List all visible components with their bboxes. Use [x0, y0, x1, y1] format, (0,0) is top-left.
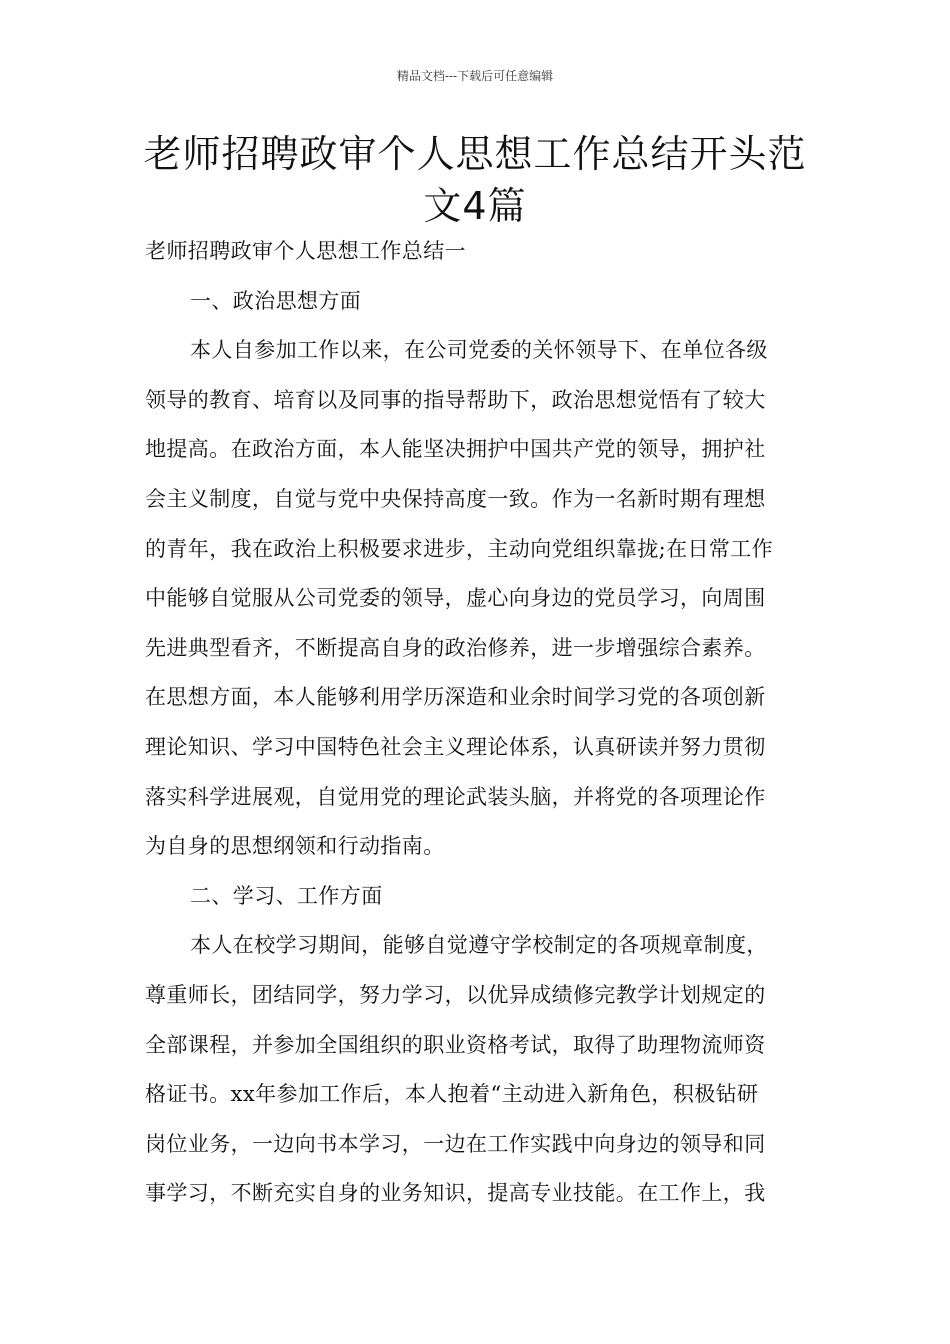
- paragraph-line: 落实科学进展观，自觉用党的理论武装头脑，并将党的各项理论作: [145, 784, 766, 809]
- paragraph-line: 岗位业务，一边向书本学习，一边在工作实践中向身边的领导和同: [145, 1131, 766, 1156]
- paragraph-line: 领导的教育、培育以及同事的指导帮助下，政治思想觉悟有了较大: [145, 387, 766, 412]
- paragraph-line: 格证书。xx年参加工作后，本人抱着“主动进入新角色，积极钻研: [145, 1082, 759, 1107]
- paragraph-line: 本人在校学习期间，能够自觉遵守学校制定的各项规章制度，: [190, 933, 768, 958]
- paragraph-line: 地提高。在政治方面，本人能坚决拥护中国共产党的领导，拥护社: [145, 437, 766, 462]
- paragraph-line: 事学习，不断充实自身的业务知识，提高专业技能。在工作上，我: [145, 1181, 766, 1206]
- section-heading-study-work: 二、学习、工作方面: [190, 883, 383, 908]
- paragraph-line: 在思想方面，本人能够利用学历深造和业余时间学习党的各项创新: [145, 685, 766, 710]
- section-heading-politics: 一、政治思想方面: [190, 288, 362, 313]
- paragraph-line: 理论知识、学习中国特色社会主义理论体系，认真研读并努力贯彻: [145, 734, 766, 759]
- paragraph-line: 会主义制度，自觉与党中央保持高度一致。作为一名新时期有理想: [145, 486, 766, 511]
- paragraph-line: 先进典型看齐，不断提高自身的政治修养，进一步增强综合素养。: [145, 635, 766, 660]
- paragraph-line: 本人自参加工作以来，在公司党委的关怀领导下、在单位各级: [190, 338, 768, 363]
- paragraph-line: 中能够自觉服从公司党委的领导，虚心向身边的党员学习，向周围: [145, 586, 766, 611]
- document-body: [145, 227, 813, 1219]
- paragraph-line: 尊重师长，团结同学，努力学习，以优异成绩修完教学计划规定的: [145, 982, 766, 1007]
- page-header-note: 精品文档---下载后可任意编辑: [396, 69, 554, 83]
- document-subtitle: 老师招聘政审个人思想工作总结一: [145, 239, 466, 263]
- paragraph-line: 的青年，我在政治上积极要求进步，主动向党组织靠拢;在日常工作: [145, 536, 774, 561]
- title-line-1: 老师招聘政审个人思想工作总结开头范: [143, 132, 807, 176]
- paragraph-line: 为自身的思想纲领和行动指南。: [145, 834, 445, 859]
- title-line-2: 文4篇: [423, 184, 527, 228]
- paragraph-line: 全部课程，并参加全国组织的职业资格考试，取得了助理物流师资: [145, 1032, 766, 1057]
- document-title: [130, 128, 820, 232]
